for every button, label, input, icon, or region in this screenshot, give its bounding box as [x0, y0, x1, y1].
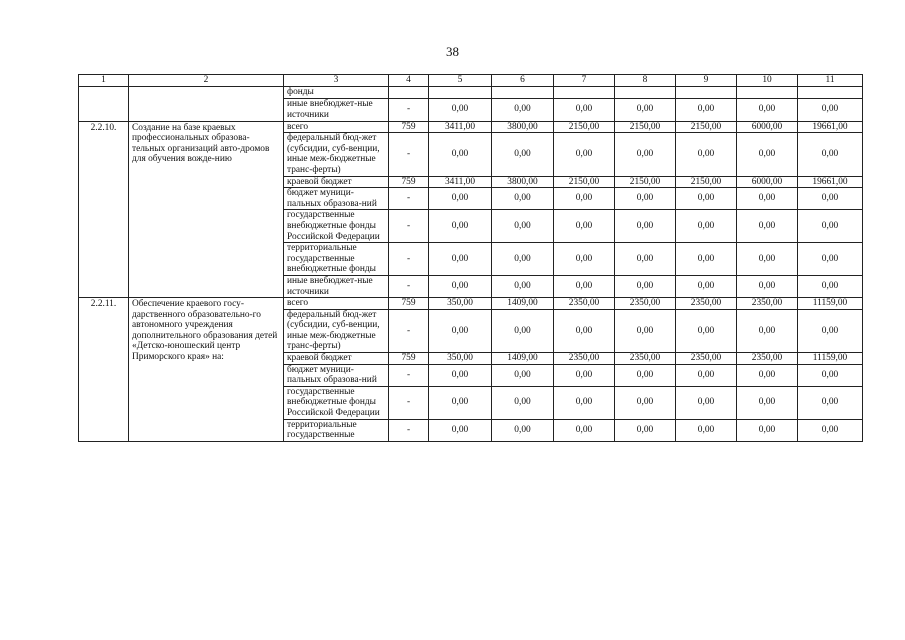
amount-cell: 0,00 [492, 275, 554, 297]
amount-cell: 0,00 [676, 98, 737, 121]
column-header: 4 [389, 75, 429, 87]
amount-cell: 0,00 [737, 419, 798, 441]
amount-cell: 2350,00 [554, 353, 615, 365]
amount-cell: 0,00 [676, 275, 737, 297]
amount-cell: 2350,00 [737, 298, 798, 310]
amount-cell: 0,00 [798, 243, 863, 276]
column-header: 5 [429, 75, 492, 87]
column-header: 7 [554, 75, 615, 87]
amount-cell: 0,00 [676, 243, 737, 276]
amount-cell: 0,00 [554, 188, 615, 210]
amount-cell: 0,00 [798, 364, 863, 386]
funding-source: иные внебюджет-ные источники [284, 98, 389, 121]
amount-cell: 0,00 [737, 133, 798, 176]
funding-source: федеральный бюд-жет (субсидии, суб-венции, иные меж-бюджетные транс-ферты) [284, 309, 389, 352]
amount-cell: 0,00 [615, 133, 676, 176]
amount-cell: 0,00 [429, 419, 492, 441]
funding-source: краевой бюджет [284, 353, 389, 365]
funding-source: бюджет муници-пальных образова-ний [284, 188, 389, 210]
amount-cell: 0,00 [429, 309, 492, 352]
amount-cell [429, 87, 492, 99]
amount-cell: 11159,00 [798, 298, 863, 310]
amount-cell: 0,00 [615, 386, 676, 419]
funding-source: всего [284, 121, 389, 133]
amount-cell: 0,00 [737, 98, 798, 121]
amount-cell: 0,00 [676, 386, 737, 419]
amount-cell: 3411,00 [429, 176, 492, 188]
item-code: 2.2.10. [79, 121, 129, 298]
table-row [79, 298, 863, 310]
funding-source: бюджет муници-пальных образова-ний [284, 364, 389, 386]
table-row [79, 121, 863, 133]
amount-cell: 2350,00 [676, 353, 737, 365]
column-header: 2 [129, 75, 284, 87]
amount-cell: 0,00 [492, 419, 554, 441]
amount-cell: 1409,00 [492, 353, 554, 365]
amount-cell: 0,00 [737, 243, 798, 276]
amount-cell: 0,00 [492, 133, 554, 176]
table-row [79, 87, 863, 99]
kbk-code: - [389, 364, 429, 386]
amount-cell [737, 87, 798, 99]
funding-source: государственные внебюджетные фонды Российской Федерации [284, 386, 389, 419]
amount-cell: 0,00 [737, 386, 798, 419]
amount-cell: 0,00 [492, 243, 554, 276]
amount-cell: 0,00 [737, 275, 798, 297]
column-header: 11 [798, 75, 863, 87]
amount-cell: 0,00 [492, 210, 554, 243]
amount-cell: 2150,00 [615, 176, 676, 188]
amount-cell: 6000,00 [737, 121, 798, 133]
column-header: 10 [737, 75, 798, 87]
amount-cell: 0,00 [492, 188, 554, 210]
amount-cell: 0,00 [676, 133, 737, 176]
amount-cell: 0,00 [554, 133, 615, 176]
amount-cell [492, 87, 554, 99]
amount-cell: 0,00 [676, 210, 737, 243]
kbk-code: 759 [389, 353, 429, 365]
column-header: 6 [492, 75, 554, 87]
amount-cell [798, 87, 863, 99]
amount-cell: 0,00 [429, 364, 492, 386]
amount-cell: 0,00 [615, 98, 676, 121]
amount-cell: 0,00 [554, 364, 615, 386]
amount-cell: 11159,00 [798, 353, 863, 365]
amount-cell: 19661,00 [798, 176, 863, 188]
amount-cell: 2150,00 [676, 121, 737, 133]
funding-source: всего [284, 298, 389, 310]
amount-cell: 0,00 [429, 275, 492, 297]
column-header: 1 [79, 75, 129, 87]
amount-cell: 0,00 [615, 309, 676, 352]
kbk-code: 759 [389, 298, 429, 310]
amount-cell: 1409,00 [492, 298, 554, 310]
amount-cell: 0,00 [615, 210, 676, 243]
amount-cell: 2350,00 [676, 298, 737, 310]
amount-cell: 0,00 [554, 386, 615, 419]
amount-cell: 350,00 [429, 298, 492, 310]
amount-cell: 3800,00 [492, 121, 554, 133]
amount-cell: 3800,00 [492, 176, 554, 188]
kbk-code [389, 87, 429, 99]
amount-cell: 0,00 [554, 275, 615, 297]
amount-cell: 0,00 [676, 309, 737, 352]
amount-cell [615, 87, 676, 99]
amount-cell: 0,00 [429, 188, 492, 210]
budget-table [78, 74, 863, 442]
amount-cell: 0,00 [615, 364, 676, 386]
amount-cell: 0,00 [429, 98, 492, 121]
amount-cell: 0,00 [798, 309, 863, 352]
amount-cell: 0,00 [798, 133, 863, 176]
kbk-code: - [389, 188, 429, 210]
amount-cell: 2150,00 [554, 176, 615, 188]
amount-cell: 0,00 [737, 309, 798, 352]
amount-cell: 0,00 [554, 243, 615, 276]
funding-source: федеральный бюд-жет (субсидии, суб-венции, иные меж-бюджетные транс-ферты) [284, 133, 389, 176]
funding-source: иные внебюджет-ные источники [284, 275, 389, 297]
amount-cell: 2150,00 [554, 121, 615, 133]
kbk-code: - [389, 386, 429, 419]
kbk-code: - [389, 98, 429, 121]
funding-source: территориальные государственные внебюджетные фонды [284, 243, 389, 276]
funding-source: краевой бюджет [284, 176, 389, 188]
amount-cell: 0,00 [737, 364, 798, 386]
amount-cell [676, 87, 737, 99]
column-number-row [79, 75, 863, 87]
amount-cell: 0,00 [798, 210, 863, 243]
funding-source: территориальные государственные [284, 419, 389, 441]
amount-cell: 0,00 [429, 210, 492, 243]
amount-cell: 0,00 [798, 98, 863, 121]
item-code [79, 87, 129, 122]
amount-cell: 2350,00 [554, 298, 615, 310]
kbk-code: - [389, 133, 429, 176]
amount-cell: 0,00 [798, 188, 863, 210]
amount-cell: 6000,00 [737, 176, 798, 188]
kbk-code: 759 [389, 176, 429, 188]
amount-cell: 0,00 [798, 386, 863, 419]
amount-cell: 0,00 [429, 386, 492, 419]
amount-cell: 0,00 [554, 210, 615, 243]
amount-cell: 0,00 [492, 309, 554, 352]
kbk-code: 759 [389, 121, 429, 133]
amount-cell [554, 87, 615, 99]
item-name: Создание на базе краевых профессиональных образова-тельных организаций авто-дромов для обучения вожде-нию [129, 121, 284, 298]
amount-cell: 0,00 [615, 275, 676, 297]
amount-cell: 0,00 [554, 98, 615, 121]
amount-cell: 0,00 [676, 188, 737, 210]
kbk-code: - [389, 309, 429, 352]
column-header: 8 [615, 75, 676, 87]
column-header: 9 [676, 75, 737, 87]
kbk-code: - [389, 419, 429, 441]
item-name [129, 87, 284, 122]
amount-cell: 2150,00 [615, 121, 676, 133]
amount-cell: 0,00 [798, 419, 863, 441]
item-code: 2.2.11. [79, 298, 129, 442]
amount-cell: 0,00 [492, 386, 554, 419]
funding-source: фонды [284, 87, 389, 99]
amount-cell: 3411,00 [429, 121, 492, 133]
amount-cell: 0,00 [429, 133, 492, 176]
amount-cell: 2350,00 [737, 353, 798, 365]
amount-cell: 0,00 [676, 364, 737, 386]
amount-cell: 0,00 [429, 243, 492, 276]
amount-cell: 0,00 [492, 364, 554, 386]
amount-cell: 0,00 [737, 210, 798, 243]
amount-cell: 0,00 [554, 419, 615, 441]
amount-cell: 0,00 [737, 188, 798, 210]
amount-cell: 2350,00 [615, 353, 676, 365]
amount-cell: 2350,00 [615, 298, 676, 310]
page-number: 38 [446, 44, 459, 59]
amount-cell: 0,00 [798, 275, 863, 297]
item-name: Обеспечение краевого госу-дарственного образовательно-го автономного учреждения дополнительного образования детей «Детско-юношеский центр Приморского края» на: [129, 298, 284, 442]
amount-cell: 350,00 [429, 353, 492, 365]
amount-cell: 0,00 [554, 309, 615, 352]
amount-cell: 0,00 [615, 243, 676, 276]
funding-source: государственные внебюджетные фонды Российской Федерации [284, 210, 389, 243]
amount-cell: 2150,00 [676, 176, 737, 188]
amount-cell: 0,00 [676, 419, 737, 441]
kbk-code: - [389, 243, 429, 276]
amount-cell: 0,00 [492, 98, 554, 121]
column-header: 3 [284, 75, 389, 87]
kbk-code: - [389, 275, 429, 297]
kbk-code: - [389, 210, 429, 243]
amount-cell: 0,00 [615, 188, 676, 210]
amount-cell: 0,00 [615, 419, 676, 441]
amount-cell: 19661,00 [798, 121, 863, 133]
